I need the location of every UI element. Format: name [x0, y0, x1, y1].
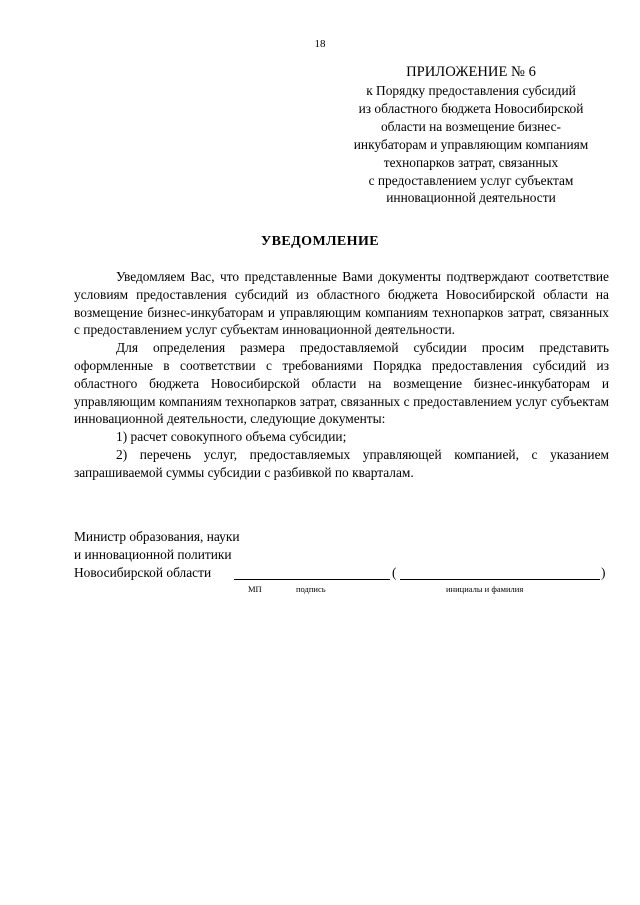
paren-open: (	[392, 564, 397, 580]
appendix-header	[310, 62, 632, 207]
paragraph-request: Для определения размера предоставляемой субсидии просим представить оформленные в соответствии с требованиями Порядка предоставления субсидий из областного бюджета Новосибирской области на возмещение бизнес-инкубаторам и управляющим компаниям технопарков затрат, связанных с предоставлением услуг субъектам инновационной деятельности, следующие документы:	[74, 340, 609, 427]
signature-row	[74, 564, 614, 594]
appendix-line: из областного бюджета Новосибирской	[358, 100, 584, 116]
appendix-line: инновационной деятельности	[386, 190, 556, 206]
appendix-line: к Порядку предоставления субсидий	[366, 83, 576, 98]
document-title: УВЕДОМЛЕНИЕ	[261, 234, 379, 249]
appendix-line: инкубаторам и управляющим компаниям	[353, 136, 589, 152]
signature-block	[74, 528, 614, 594]
paren-close: )	[601, 564, 606, 580]
signatory-title-line-3: Новосибирской области	[74, 564, 212, 580]
caption-seal: МП	[248, 583, 262, 594]
appendix-line: с предоставлением услуг субъектам	[368, 172, 574, 188]
signature-line	[234, 579, 390, 580]
page-number: 18	[314, 38, 326, 50]
appendix-title: ПРИЛОЖЕНИЕ № 6	[406, 64, 536, 80]
list-item-calculation: 1) расчет совокупного объема субсидии;	[116, 429, 347, 445]
appendix-line: технопарков затрат, связанных	[383, 154, 559, 170]
paragraph-confirmation: Уведомляем Вас, что представленные Вами документы подтверждают соответствие условиям предоставления субсидий из областного бюджета Новосибирской области на возмещение бизнес-инкубаторам и управляющим компаниям технопарков затрат, связанных с предоставлением услуг субъектам инновационной деятельности.	[74, 269, 609, 338]
list-item-services: 2) перечень услуг, предоставляемых управляющей компанией, с указанием запрашиваемой суммы субсидии с разбивкой по кварталам.	[74, 446, 609, 480]
name-line	[400, 579, 600, 580]
signatory-title-line-1: Министр образования, науки	[74, 529, 240, 544]
caption-signature: подпись	[296, 583, 326, 594]
signatory-title-line-2: и инновационной политики	[74, 546, 232, 562]
notice-body	[74, 268, 609, 482]
caption-name: инициалы и фамилия	[446, 583, 524, 594]
appendix-line: области на возмещение бизнес-	[380, 118, 561, 134]
